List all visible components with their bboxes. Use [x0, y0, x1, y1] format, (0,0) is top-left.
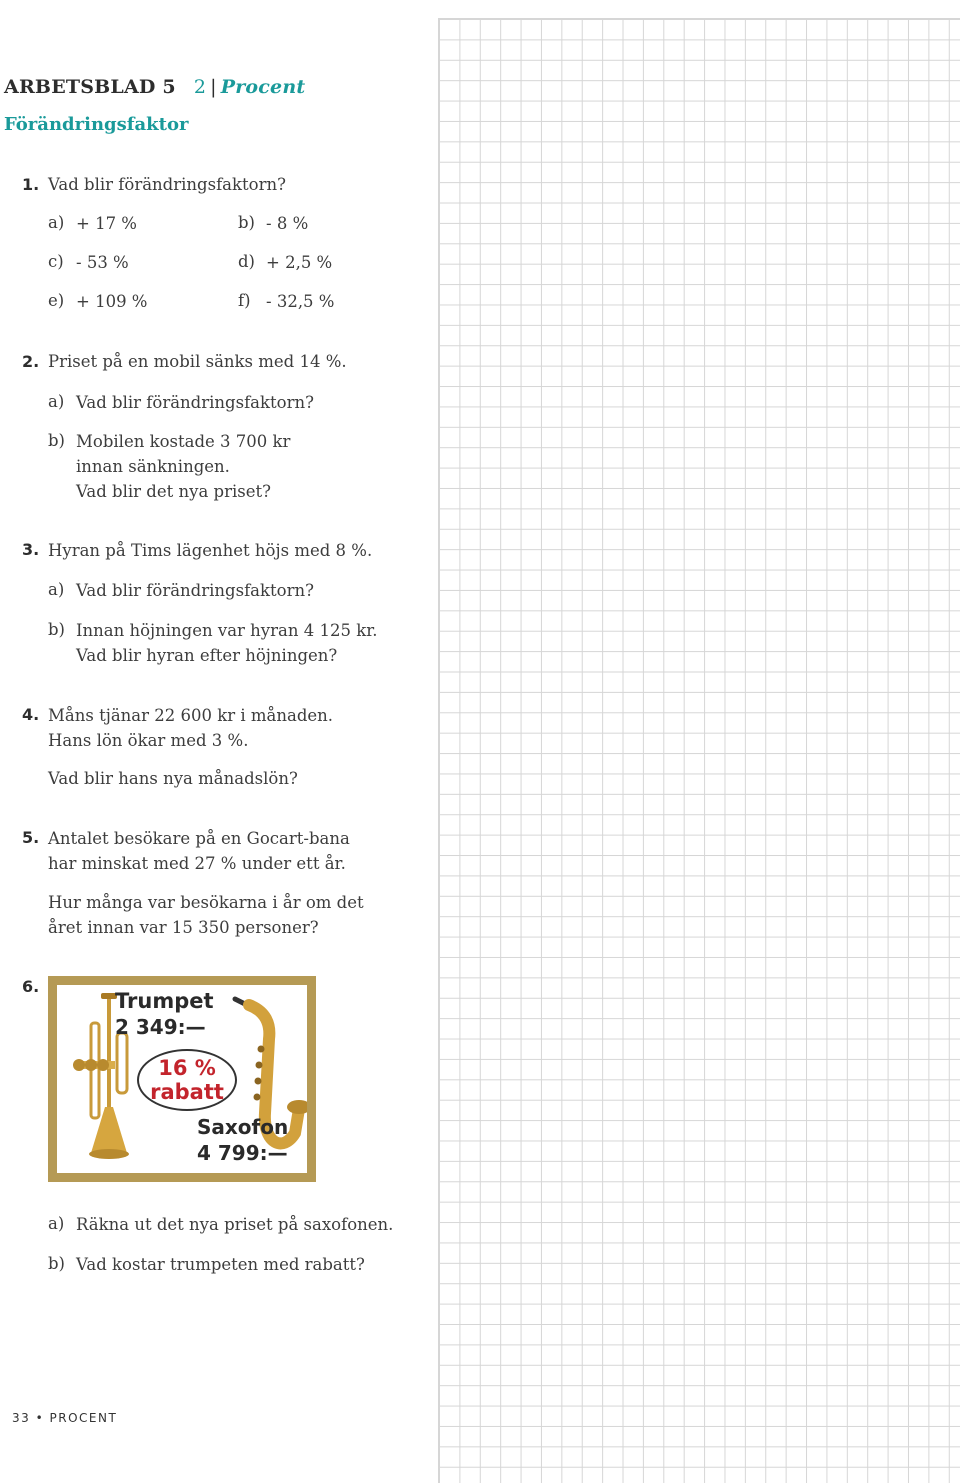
- q1-e-value: + 109 %: [76, 292, 148, 311]
- q2-b-line2: innan sänkningen.: [76, 457, 230, 476]
- q1-d-label: d): [238, 252, 255, 271]
- q3-a-label: a): [48, 580, 65, 599]
- q6-a-label: a): [48, 1214, 65, 1233]
- q3-number: 3.: [22, 540, 40, 559]
- q6-b-text: Vad kostar trumpeten med rabatt?: [76, 1255, 365, 1274]
- worksheet-subtitle: Förändringsfaktor: [4, 114, 189, 135]
- q6-number: 6.: [22, 977, 40, 996]
- q2-number: 2.: [22, 352, 40, 371]
- q5-line2: har minskat med 27 % under ett år.: [48, 854, 346, 873]
- q1-f-label: f): [238, 291, 251, 310]
- q1-b-label: b): [238, 213, 255, 232]
- trumpet-name: Trumpet: [115, 989, 214, 1013]
- worksheet-header: [4, 76, 305, 98]
- q3-b-line2: Vad blir hyran efter höjningen?: [76, 646, 338, 665]
- q2-b-line3: Vad blir det nya priset?: [76, 482, 271, 501]
- q6-a-text: Räkna ut det nya priset på saxofonen.: [76, 1215, 394, 1234]
- footer-dot: •: [35, 1411, 45, 1425]
- q5-line4: året innan var 15 350 personer?: [48, 918, 319, 937]
- price-ad: [57, 985, 307, 1173]
- page-number: 33: [12, 1411, 31, 1425]
- saxophone-name: Saxofon: [197, 1115, 289, 1139]
- header-separator: |: [210, 76, 217, 98]
- discount-word: rabatt: [150, 1080, 224, 1104]
- q6-b-label: b): [48, 1254, 65, 1273]
- q3-b-line1: Innan höjningen var hyran 4 125 kr.: [76, 621, 378, 640]
- q2-text: Priset på en mobil sänks med 14 %.: [48, 352, 347, 371]
- price-ad-frame: [48, 976, 316, 1182]
- chapter-name: Procent: [220, 76, 306, 98]
- saxophone-price: 4 799:—: [197, 1141, 288, 1165]
- worksheet-title: ARBETSBLAD 5: [4, 76, 176, 98]
- q4-line2: Hans lön ökar med 3 %.: [48, 731, 249, 750]
- q4-number: 4.: [22, 705, 40, 724]
- q5-number: 5.: [22, 828, 40, 847]
- q5-line1: Antalet besökare på en Gocart-bana: [48, 829, 350, 848]
- q3-a-text: Vad blir förändringsfaktorn?: [76, 581, 314, 600]
- grid-paper: [438, 18, 960, 1483]
- q1-c-label: c): [48, 252, 64, 271]
- discount-percent: 16 %: [158, 1056, 216, 1080]
- q1-c-value: - 53 %: [76, 253, 129, 272]
- q3-b-label: b): [48, 620, 65, 639]
- chapter-number: 2: [193, 76, 207, 98]
- q1-number: 1.: [22, 175, 40, 194]
- q1-a-label: a): [48, 213, 65, 232]
- q4-line1: Måns tjänar 22 600 kr i månaden.: [48, 706, 334, 725]
- q2-b-line1: Mobilen kostade 3 700 kr: [76, 432, 291, 451]
- q3-text: Hyran på Tims lägenhet höjs med 8 %.: [48, 541, 373, 560]
- trumpet-price: 2 349:—: [115, 1015, 206, 1039]
- q2-a-label: a): [48, 392, 65, 411]
- q1-text: Vad blir förändringsfaktorn?: [48, 175, 286, 194]
- q1-e-label: e): [48, 291, 65, 310]
- discount-badge: [137, 1049, 237, 1111]
- q1-b-value: - 8 %: [266, 214, 309, 233]
- page-footer: [12, 1411, 117, 1425]
- q5-line3: Hur många var besökarna i år om det: [48, 893, 364, 912]
- q1-a-value: + 17 %: [76, 214, 137, 233]
- q2-b-label: b): [48, 431, 65, 450]
- q2-a-text: Vad blir förändringsfaktorn?: [76, 393, 314, 412]
- footer-section: PROCENT: [49, 1411, 118, 1425]
- q4-line3: Vad blir hans nya månadslön?: [48, 769, 298, 788]
- q1-f-value: - 32,5 %: [266, 292, 335, 311]
- q1-d-value: + 2,5 %: [266, 253, 333, 272]
